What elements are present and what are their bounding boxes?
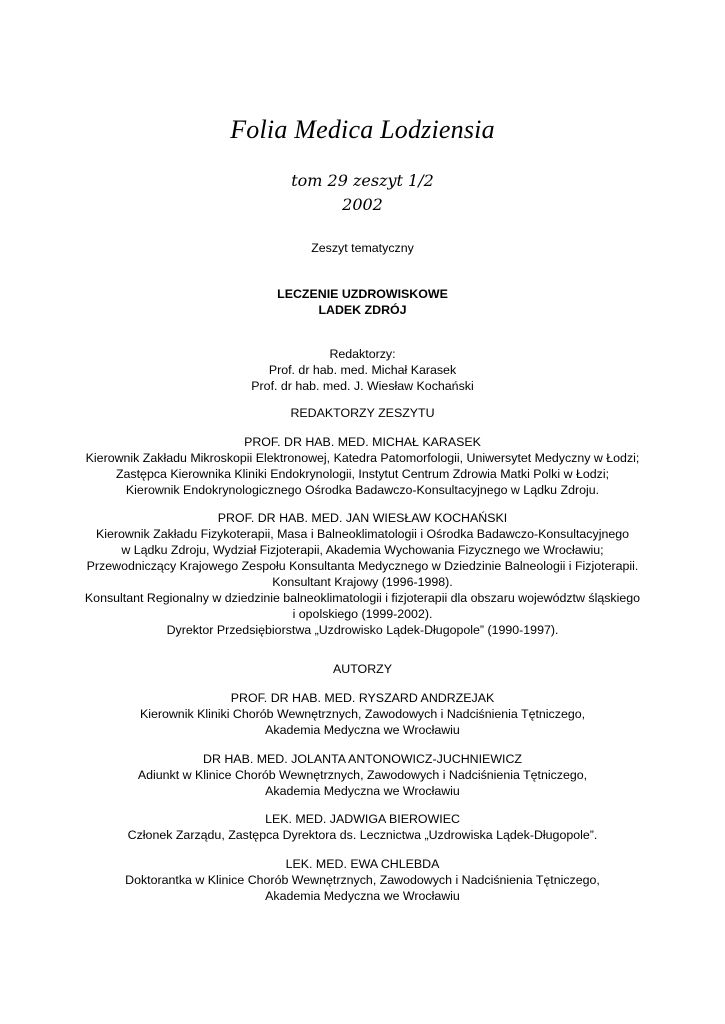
issue-editor-affiliation: Kierownik Endokrynologicznego Ośrodka Badawczo-Konsultacyjnego w Lądku Zdroju.	[125, 483, 600, 497]
issue-editor-affiliation: i opolskiego (1999-2002).	[292, 607, 433, 621]
author-affiliation: Adiunkt w Klinice Chorób Wewnętrznych, Zawodowych i Nadciśnienia Tętniczego,	[137, 768, 588, 782]
author-affiliation: Akademia Medyczna we Wrocławiu	[265, 889, 460, 903]
volume-line: tom 29 zeszyt 1/2	[291, 171, 434, 190]
author-affiliation: Akademia Medyczna we Wrocławiu	[265, 784, 460, 798]
author-name: PROF. DR HAB. MED. RYSZARD ANDRZEJAK	[230, 691, 495, 705]
editor-name: Prof. dr hab. med. Michał Karasek	[268, 363, 457, 377]
issue-editor-affiliation: Kierownik Zakładu Fizykoterapii, Masa i Balneoklimatologii i Ośrodka Badawczo-Konsultacyjnego	[95, 527, 630, 541]
issue-editor-affiliation: Konsultant Krajowy (1996-1998).	[272, 575, 453, 589]
authors-heading: AUTORZY	[333, 662, 392, 676]
topic-line-1: LECZENIE UZDROWISKOWE	[277, 287, 448, 301]
issue-editor-name: PROF. DR HAB. MED. MICHAŁ KARASEK	[244, 435, 481, 449]
publication-year: 2002	[342, 195, 383, 214]
issue-editor-affiliation: Przewodniczący Krajowego Zespołu Konsultanta Medycznego w Dziedzinie Balneologii i Fizjoterapii.	[86, 559, 639, 573]
editor-name: Prof. dr hab. med. J. Wiesław Kochański	[251, 379, 474, 393]
editors-label: Redaktorzy:	[329, 347, 396, 361]
issue-editor-name: PROF. DR HAB. MED. JAN WIESŁAW KOCHAŃSKI	[217, 511, 508, 525]
issue-editor-affiliation: Kierownik Zakładu Mikroskopii Elektronowej, Katedra Patomorfologii, Uniwersytet Medyczny w Łodzi;	[85, 451, 640, 465]
issue-editor-affiliation: w Lądku Zdroju, Wydział Fizjoterapii, Akademia Wychowania Fizycznego we Wrocławiu;	[121, 543, 604, 557]
author-affiliation: Kierownik Kliniki Chorób Wewnętrznych, Zawodowych i Nadciśnienia Tętniczego,	[139, 707, 586, 721]
author-name: LEK. MED. JADWIGA BIEROWIEC	[265, 812, 460, 826]
topic-line-2: LADEK ZDRÓJ	[318, 303, 407, 317]
journal-title: Folia Medica Lodziensia	[230, 115, 495, 144]
issue-editor-affiliation: Konsultant Regionalny w dziedzinie balneoklimatologii i fizjoterapii dla obszaru województw śląskiego	[84, 591, 641, 605]
author-affiliation: Doktorantka w Klinice Chorób Wewnętrznych, Zawodowych i Nadciśnienia Tętniczego,	[125, 873, 600, 887]
author-name: DR HAB. MED. JOLANTA ANTONOWICZ-JUCHNIEWICZ	[203, 752, 522, 766]
issue-type: Zeszyt tematyczny	[311, 241, 414, 255]
author-affiliation: Członek Zarządu, Zastępca Dyrektora ds. Lecznictwa „Uzdrowiska Lądek-Długopole”.	[127, 828, 598, 842]
author-affiliation: Akademia Medyczna we Wrocławiu	[265, 723, 460, 737]
issue-editors-heading: REDAKTORZY ZESZYTU	[290, 406, 435, 420]
issue-editor-affiliation: Zastępca Kierownika Kliniki Endokrynologii, Instytut Centrum Zdrowia Matki Polki w Łodzi;	[115, 467, 610, 481]
author-name: LEK. MED. EWA CHLEBDA	[285, 857, 440, 871]
issue-editor-affiliation: Dyrektor Przedsiębiorstwa „Uzdrowisko Lądek-Długopole” (1990-1997).	[166, 623, 559, 637]
